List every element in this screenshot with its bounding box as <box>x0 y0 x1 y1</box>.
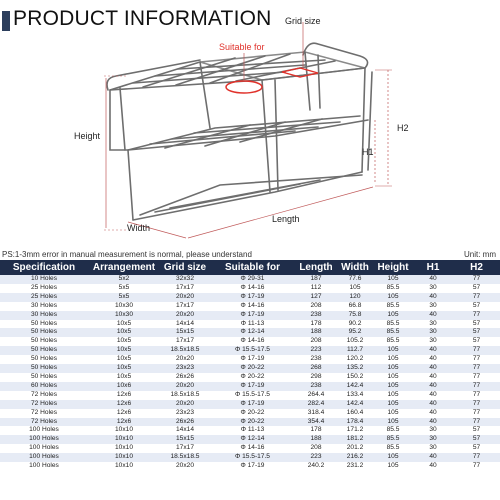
table-cell: Φ 17-19 <box>210 400 295 409</box>
table-cell: 50 Holes <box>0 320 88 329</box>
table-row <box>0 373 500 382</box>
column-header: Suitable for <box>210 260 295 275</box>
column-header: Grid size <box>160 260 210 275</box>
table-cell: 133.4 <box>337 391 373 400</box>
table-cell: 240.2 <box>295 462 337 471</box>
table-cell: 105 <box>373 462 413 471</box>
table-cell: 178 <box>295 426 337 435</box>
table-cell: 10x10 <box>88 453 160 462</box>
table-cell: 40 <box>413 346 453 355</box>
table-cell: 10x10 <box>88 435 160 444</box>
table-cell: 77 <box>453 418 500 427</box>
table-cell: 17x17 <box>160 302 210 311</box>
table-row <box>0 462 500 471</box>
length-label: Length <box>272 214 300 224</box>
table-cell: 112 <box>295 284 337 293</box>
table-row <box>0 293 500 302</box>
table-row <box>0 328 500 337</box>
table-row <box>0 418 500 427</box>
table-cell: 85.5 <box>373 444 413 453</box>
table-cell: 208 <box>295 302 337 311</box>
table-cell: 10x10 <box>88 444 160 453</box>
table-cell: Φ 15.5-17.5 <box>210 453 295 462</box>
table-cell: 30 Holes <box>0 311 88 320</box>
table-cell: 10x30 <box>88 302 160 311</box>
table-cell: 85.5 <box>373 284 413 293</box>
table-cell: Φ 17-19 <box>210 462 295 471</box>
table-row <box>0 400 500 409</box>
table-cell: 160.4 <box>337 409 373 418</box>
column-header: H2 <box>453 260 500 275</box>
table-cell: 40 <box>413 409 453 418</box>
table-header-row <box>0 260 500 275</box>
table-cell: 12x6 <box>88 418 160 427</box>
table-cell: 105 <box>373 346 413 355</box>
table-cell: 171.2 <box>337 426 373 435</box>
table-cell: 57 <box>453 444 500 453</box>
table-cell: 40 <box>413 364 453 373</box>
table-cell: 12x6 <box>88 409 160 418</box>
column-header: Length <box>295 260 337 275</box>
table-cell: 77 <box>453 293 500 302</box>
table-cell: 268 <box>295 364 337 373</box>
table-cell: 120.2 <box>337 355 373 364</box>
column-header: H1 <box>413 260 453 275</box>
table-cell: Φ 14-16 <box>210 444 295 453</box>
table-cell: 127 <box>295 293 337 302</box>
table-cell: 12x6 <box>88 391 160 400</box>
table-cell: 120 <box>337 293 373 302</box>
table-cell: 100 Holes <box>0 426 88 435</box>
table-cell: 77 <box>453 373 500 382</box>
table-cell: 187 <box>295 275 337 284</box>
table-cell: 17x17 <box>160 337 210 346</box>
table-cell: 282.4 <box>295 400 337 409</box>
table-cell: 30 <box>413 284 453 293</box>
table-cell: 105 <box>373 409 413 418</box>
table-cell: 77 <box>453 355 500 364</box>
table-row <box>0 444 500 453</box>
table-cell: Φ 20-22 <box>210 418 295 427</box>
table-cell: Φ 17-19 <box>210 355 295 364</box>
table-cell: 208 <box>295 444 337 453</box>
table-cell: 57 <box>453 320 500 329</box>
table-cell: 50 Holes <box>0 364 88 373</box>
table-cell: 208 <box>295 337 337 346</box>
table-row <box>0 435 500 444</box>
table-cell: 10x5 <box>88 328 160 337</box>
table-cell: 100 Holes <box>0 453 88 462</box>
table-cell: Φ 14-16 <box>210 337 295 346</box>
table-cell: Φ 29-31 <box>210 275 295 284</box>
table-cell: 181.2 <box>337 435 373 444</box>
table-cell: Φ 20-22 <box>210 373 295 382</box>
table-cell: 5x2 <box>88 275 160 284</box>
table-cell: 10x5 <box>88 364 160 373</box>
table-cell: 95.2 <box>337 328 373 337</box>
table-cell: 40 <box>413 293 453 302</box>
table-cell: 20x20 <box>160 400 210 409</box>
table-cell: 57 <box>453 337 500 346</box>
suitable-for-highlight <box>226 81 262 93</box>
table-cell: 77 <box>453 275 500 284</box>
table-cell: 77 <box>453 462 500 471</box>
table-cell: 85.5 <box>373 426 413 435</box>
table-cell: Φ 17-19 <box>210 293 295 302</box>
table-cell: 57 <box>453 435 500 444</box>
table-cell: Φ 14-16 <box>210 284 295 293</box>
table-cell: 10x5 <box>88 373 160 382</box>
table-cell: 50 Holes <box>0 346 88 355</box>
table-cell: 26x26 <box>160 418 210 427</box>
table-cell: 100 Holes <box>0 462 88 471</box>
table-cell: 20x20 <box>160 293 210 302</box>
table-cell: 85.5 <box>373 328 413 337</box>
unit-label: Unit: mm <box>464 250 496 259</box>
table-cell: 40 <box>413 373 453 382</box>
table-cell: 14x14 <box>160 426 210 435</box>
table-row <box>0 275 500 284</box>
table-row <box>0 311 500 320</box>
table-cell: Φ 20-22 <box>210 409 295 418</box>
table-cell: 72 Holes <box>0 391 88 400</box>
table-cell: 57 <box>453 328 500 337</box>
table-cell: 20x20 <box>160 382 210 391</box>
table-cell: 40 <box>413 275 453 284</box>
table-cell: 72 Holes <box>0 409 88 418</box>
table-cell: Φ 17-19 <box>210 382 295 391</box>
table-cell: 30 <box>413 435 453 444</box>
table-cell: 77 <box>453 364 500 373</box>
table-cell: 10x5 <box>88 337 160 346</box>
table-cell: 142.4 <box>337 382 373 391</box>
table-cell: 105 <box>337 284 373 293</box>
table-cell: 105 <box>373 364 413 373</box>
table-cell: 40 <box>413 391 453 400</box>
table-cell: Φ 12-14 <box>210 328 295 337</box>
table-cell: 150.2 <box>337 373 373 382</box>
table-cell: 90.2 <box>337 320 373 329</box>
table-cell: 354.4 <box>295 418 337 427</box>
table-cell: 105 <box>373 382 413 391</box>
table-cell: 10x6 <box>88 382 160 391</box>
table-cell: 30 <box>413 302 453 311</box>
table-cell: 75.8 <box>337 311 373 320</box>
table-row <box>0 409 500 418</box>
table-row <box>0 302 500 311</box>
table-cell: 50 Holes <box>0 328 88 337</box>
table-row <box>0 426 500 435</box>
table-cell: 100 Holes <box>0 435 88 444</box>
table-cell: 15x15 <box>160 435 210 444</box>
width-label: Width <box>127 223 151 233</box>
grid-size-label: Grid size <box>285 16 321 26</box>
table-cell: 298 <box>295 373 337 382</box>
table-cell: 10x10 <box>88 462 160 471</box>
table-cell: 105 <box>373 311 413 320</box>
table-cell: 30 <box>413 426 453 435</box>
table-row <box>0 453 500 462</box>
table-cell: 105 <box>373 373 413 382</box>
table-cell: 188 <box>295 435 337 444</box>
table-cell: Φ 11-13 <box>210 320 295 329</box>
table-cell: 72 Holes <box>0 400 88 409</box>
table-cell: 25 Holes <box>0 293 88 302</box>
column-header: Arrangement <box>88 260 160 275</box>
table-cell: 18.5x18.5 <box>160 391 210 400</box>
table-cell: 105 <box>373 275 413 284</box>
table-cell: 77 <box>453 382 500 391</box>
table-cell: 30 <box>413 337 453 346</box>
table-cell: 60 Holes <box>0 382 88 391</box>
table-cell: 50 Holes <box>0 373 88 382</box>
table-cell: 231.2 <box>337 462 373 471</box>
table-cell: 10x30 <box>88 311 160 320</box>
table-cell: 10 Holes <box>0 275 88 284</box>
title-text: PRODUCT INFORMATION <box>13 7 272 30</box>
table-cell: 10x5 <box>88 320 160 329</box>
table-cell: 25 Holes <box>0 284 88 293</box>
table-cell: 30 Holes <box>0 302 88 311</box>
table-cell: 77 <box>453 400 500 409</box>
table-cell: 223 <box>295 346 337 355</box>
table-cell: 40 <box>413 462 453 471</box>
table-cell: 105 <box>373 400 413 409</box>
table-cell: 100 Holes <box>0 444 88 453</box>
table-row <box>0 382 500 391</box>
table-cell: 238 <box>295 382 337 391</box>
table-cell: Φ 15.5-17.5 <box>210 346 295 355</box>
table-cell: Φ 15.5-17.5 <box>210 391 295 400</box>
table-cell: 18.5x18.5 <box>160 453 210 462</box>
table-cell: 5x5 <box>88 293 160 302</box>
table-cell: Φ 14-16 <box>210 302 295 311</box>
table-cell: 77 <box>453 409 500 418</box>
table-cell: 57 <box>453 302 500 311</box>
suitable-for-label: Suitable for <box>219 42 265 52</box>
table-cell: 178 <box>295 320 337 329</box>
table-cell: 18.5x18.5 <box>160 346 210 355</box>
h1-label: H1 <box>362 147 374 157</box>
table-cell: 77 <box>453 391 500 400</box>
height-label: Height <box>74 131 101 141</box>
table-cell: 10x5 <box>88 355 160 364</box>
table-cell: 23x23 <box>160 364 210 373</box>
table-row <box>0 355 500 364</box>
length-dimension-line <box>188 187 373 238</box>
table-row <box>0 391 500 400</box>
table-cell: 188 <box>295 328 337 337</box>
table-cell: 40 <box>413 355 453 364</box>
table-cell: Φ 20-22 <box>210 364 295 373</box>
table-cell: 142.4 <box>337 400 373 409</box>
table-cell: 32x32 <box>160 275 210 284</box>
table-cell: 77.6 <box>337 275 373 284</box>
table-cell: 40 <box>413 453 453 462</box>
table-cell: 77 <box>453 311 500 320</box>
table-cell: Φ 12-14 <box>210 435 295 444</box>
table-cell: 105 <box>373 391 413 400</box>
table-cell: 30 <box>413 444 453 453</box>
table-cell: 26x26 <box>160 373 210 382</box>
table-cell: Φ 17-19 <box>210 311 295 320</box>
table-row <box>0 337 500 346</box>
table-row <box>0 346 500 355</box>
table-cell: 105 <box>373 418 413 427</box>
table-cell: 238 <box>295 311 337 320</box>
table-cell: 15x15 <box>160 328 210 337</box>
table-cell: 30 <box>413 328 453 337</box>
rack-illustration <box>107 43 372 220</box>
table-cell: 77 <box>453 453 500 462</box>
table-cell: 105.2 <box>337 337 373 346</box>
table-cell: 50 Holes <box>0 337 88 346</box>
table-cell: 40 <box>413 382 453 391</box>
table-cell: 318.4 <box>295 409 337 418</box>
table-cell: 10x5 <box>88 346 160 355</box>
table-cell: 264.4 <box>295 391 337 400</box>
table-cell: 238 <box>295 355 337 364</box>
table-cell: 112.7 <box>337 346 373 355</box>
table-cell: 85.5 <box>373 337 413 346</box>
table-cell: 57 <box>453 426 500 435</box>
table-cell: 14x14 <box>160 320 210 329</box>
table-cell: 178.4 <box>337 418 373 427</box>
table-cell: 40 <box>413 400 453 409</box>
table-cell: 20x20 <box>160 311 210 320</box>
table-row <box>0 364 500 373</box>
table-cell: 20x20 <box>160 355 210 364</box>
table-cell: 17x17 <box>160 284 210 293</box>
table-cell: 77 <box>453 346 500 355</box>
table-cell: 223 <box>295 453 337 462</box>
table-cell: 20x20 <box>160 462 210 471</box>
table-cell: 135.2 <box>337 364 373 373</box>
table-cell: 50 Holes <box>0 355 88 364</box>
spec-table <box>0 260 500 471</box>
table-cell: 10x10 <box>88 426 160 435</box>
table-cell: 66.8 <box>337 302 373 311</box>
table-cell: 105 <box>373 293 413 302</box>
h2-label: H2 <box>397 123 409 133</box>
column-header: Height <box>373 260 413 275</box>
table-cell: 57 <box>453 284 500 293</box>
table-cell: 40 <box>413 418 453 427</box>
table-cell: 17x17 <box>160 444 210 453</box>
table-row <box>0 320 500 329</box>
table-row <box>0 284 500 293</box>
table-cell: 5x5 <box>88 284 160 293</box>
table-cell: 85.5 <box>373 435 413 444</box>
table-cell: 40 <box>413 311 453 320</box>
table-cell: 85.5 <box>373 320 413 329</box>
table-cell: 105 <box>373 355 413 364</box>
measurement-note: PS:1-3mm error in manual measurement is normal, please understand <box>2 250 252 259</box>
column-header: Width <box>337 260 373 275</box>
table-cell: 201.2 <box>337 444 373 453</box>
table-cell: 30 <box>413 320 453 329</box>
table-cell: 72 Holes <box>0 418 88 427</box>
table-body <box>0 275 500 471</box>
table-cell: 85.5 <box>373 302 413 311</box>
table-cell: 12x6 <box>88 400 160 409</box>
table-cell: 216.2 <box>337 453 373 462</box>
table-cell: 105 <box>373 453 413 462</box>
column-header: Specification <box>0 260 88 275</box>
table-cell: 23x23 <box>160 409 210 418</box>
table-cell: Φ 11-13 <box>210 426 295 435</box>
